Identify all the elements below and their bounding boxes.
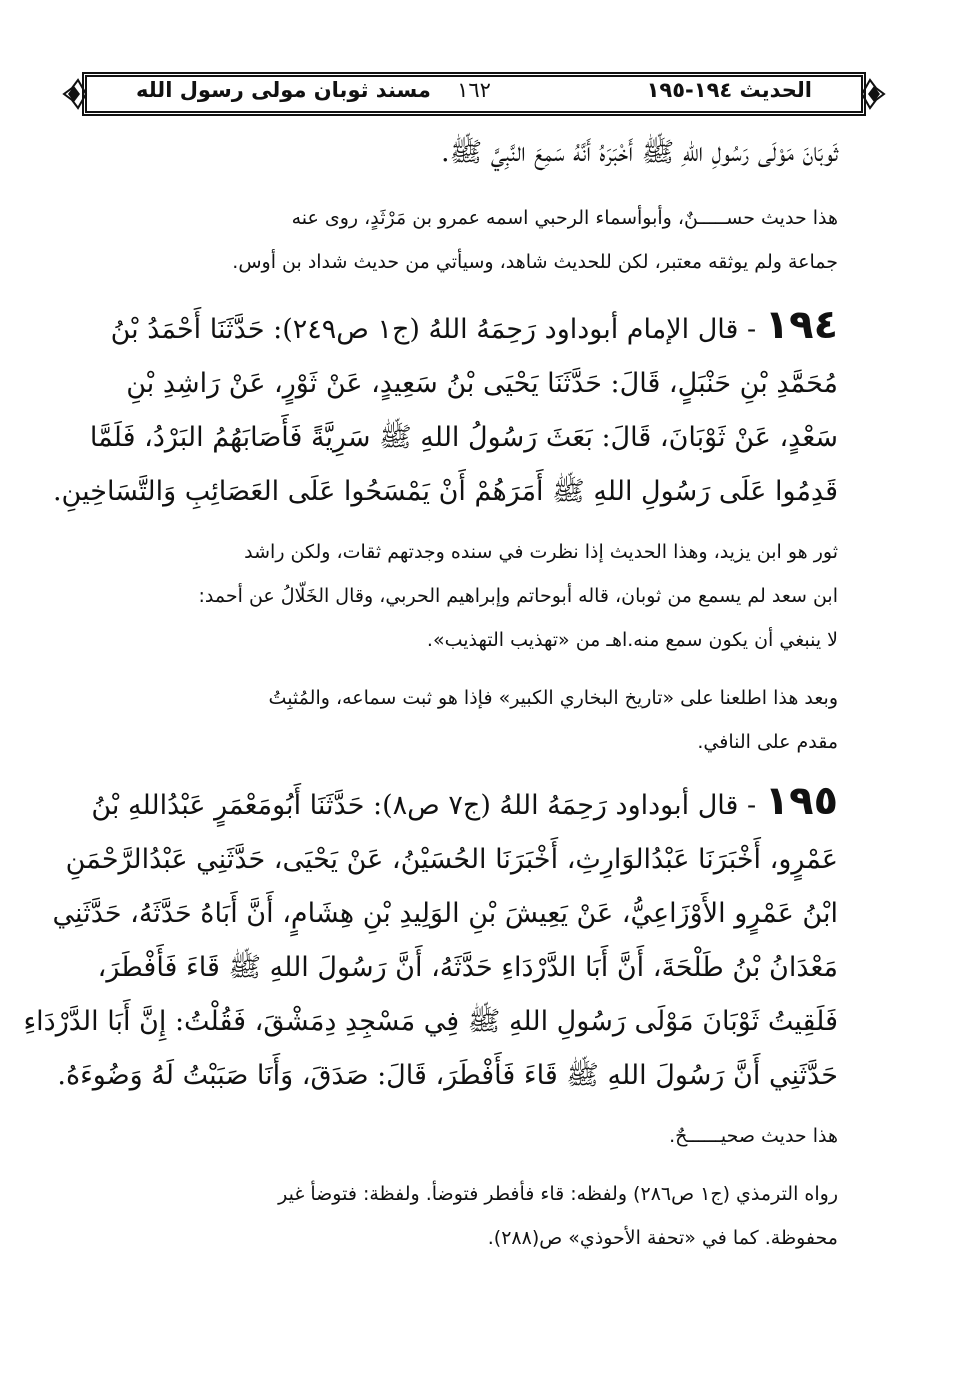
text-line: قَدِمُوا عَلَى رَسُولِ اللهِ ﷺ أَمَرَهُمْ أَنْ يَمْسَحُوا عَلَى العَصَائِبِ وَالتَّسَاخِينِ. (52, 476, 838, 507)
text-line: جماعة ولم يوثقه معتبر، لكن للحديث شاهد، وسيأتي من حديث شداد بن أوس. (232, 251, 838, 273)
text-line: لا ينبغي أن يكون سمع منه.اهـ من «تهذيب التهذيب». (426, 629, 838, 651)
text-line: وبعد هذا اطلعنا على «تاريخ البخاري الكبير» فإذا هو ثبت سماعه، والمُثبِتُ (268, 687, 838, 709)
text-line: مُحَمَّدِ بْنِ حَنْبَلٍ، قَالَ: حَدَّثَنَا يَحْيَى بْنُ سَعِيدٍ، عَنْ ثَوْرٍ، عَنْ رَاشِدِ بْنِ (126, 368, 838, 399)
text-line: ثَوبَانَ مَوْلَى رَسُولِ اللهِ ﷺ أَخْبَرَهُ أَنَّهُ سَمِعَ النَّبِيَّ ﷺ. (441, 137, 838, 168)
hadith-number: ١٩٤ (764, 302, 838, 348)
text-line: هذا حديث حســـــنٌ، وأبوأسماء الرحبي اسمه عمرو بن مَرْثَدٍ، روى عنه (291, 207, 838, 229)
commentary-paragraph (108, 676, 838, 764)
grading-line (108, 1114, 838, 1158)
hadith-text: - قال أبوداود رَحِمَهُ اللهُ (ج٧ ص٨): حَدَّثَنَا أَبُومَعْمَرٍ عَبْدُاللهِ بْنُ (91, 790, 757, 821)
ornament-icon (858, 74, 890, 114)
text-line: ابن سعد لم يسمع من ثوبان، قاله أبوحاتم وإبراهيم الحربي، وقال الخَلّالُ عن أحمد: (198, 585, 838, 607)
hadith-number: ١٩٥ (764, 778, 838, 824)
page-header (58, 66, 890, 122)
text-line: فَلَقِيتُ ثَوْبَانَ مَوْلَى رَسُولِ اللهِ ﷺ فِي مَسْجِدِ دِمَشْقَ، فَقُلْتُ: إِنَّ أَبَا الدَّرْدَاءِ (23, 1006, 838, 1037)
commentary-paragraph (108, 530, 838, 662)
text-line (108, 298, 838, 357)
text-line: مَعْدَانُ بْنُ طَلْحَةَ، أَنَّ أَبَا الدَّرْدَاءِ حَدَّثَهُ، أَنَّ رَسُولَ اللهِ ﷺ قَاءَ فَأَفْطَرَ، (97, 952, 838, 983)
hadith-continuation (108, 126, 838, 180)
text-line (91, 774, 838, 833)
hadith-text: - قال الإمام أبوداود رَحِمَهُ اللهُ (ج١ ص٢٤٩): حَدَّثَنَا أَحْمَدُ بْنُ (110, 314, 757, 345)
text-line: مقدم على النافي. (697, 731, 838, 753)
text-line: رواه الترمذي (ج١ ص٢٨٦) ولفظه: قاء فأفطر فتوضأ. ولفظة: فتوضأ غير (278, 1183, 838, 1205)
text-line: سَعْدٍ، عَنْ ثَوْبَانَ، قَالَ: بَعَثَ رَسُولُ اللهِ ﷺ سَرِيَّةً فَأَصَابَهُمُ البَرْدُ، فَلَمَّا (89, 422, 838, 453)
commentary-paragraph (108, 1172, 838, 1260)
text-line: عَمْرٍو، أَخْبَرَنَا عَبْدُالوَارِثِ، أَخْبَرَنَا الحُسَيْنُ، عَنْ يَحْيَى، حَدَّثَنِي عَبْدُالرَّحْمَنِ (65, 844, 838, 875)
hadith-194 (52, 298, 838, 519)
text-line: محفوظة. كما في «تحفة الأحوذي» ص(٢٨٨). (487, 1227, 838, 1249)
hadith-195 (23, 774, 838, 1103)
header-book-title: مسند ثوبان مولى رسول الله (136, 78, 431, 102)
text-line: ابْنُ عَمْرٍو الأَوْزَاعِيُّ، عَنْ يَعِيشَ بْنِ الوَلِيدِ بْنِ هِشَامٍ، أَنَّ أَبَاهُ حَدَّثَهُ، حَدَّثَنِي (52, 898, 838, 929)
text-line: ثور هو ابن يزيد، وهذا الحديث إذا نظرت في سنده وجدتهم ثقات، ولكن راشد (244, 541, 838, 563)
text-line: حَدَّثَنِي أَنَّ رَسُولَ اللهِ ﷺ قَاءَ فَأَفْطَرَ، قَالَ: صَدَقَ، وَأَنَا صَبَبْتُ لَهُ وَضُوءَهُ. (57, 1060, 838, 1091)
commentary-paragraph (108, 196, 838, 284)
header-hadith-range: الحديث ١٩٤-١٩٥ (646, 78, 812, 102)
text-line: هذا حديث صحيــــــحٌ. (669, 1125, 838, 1147)
page-number: ١٦٢ (457, 78, 491, 102)
